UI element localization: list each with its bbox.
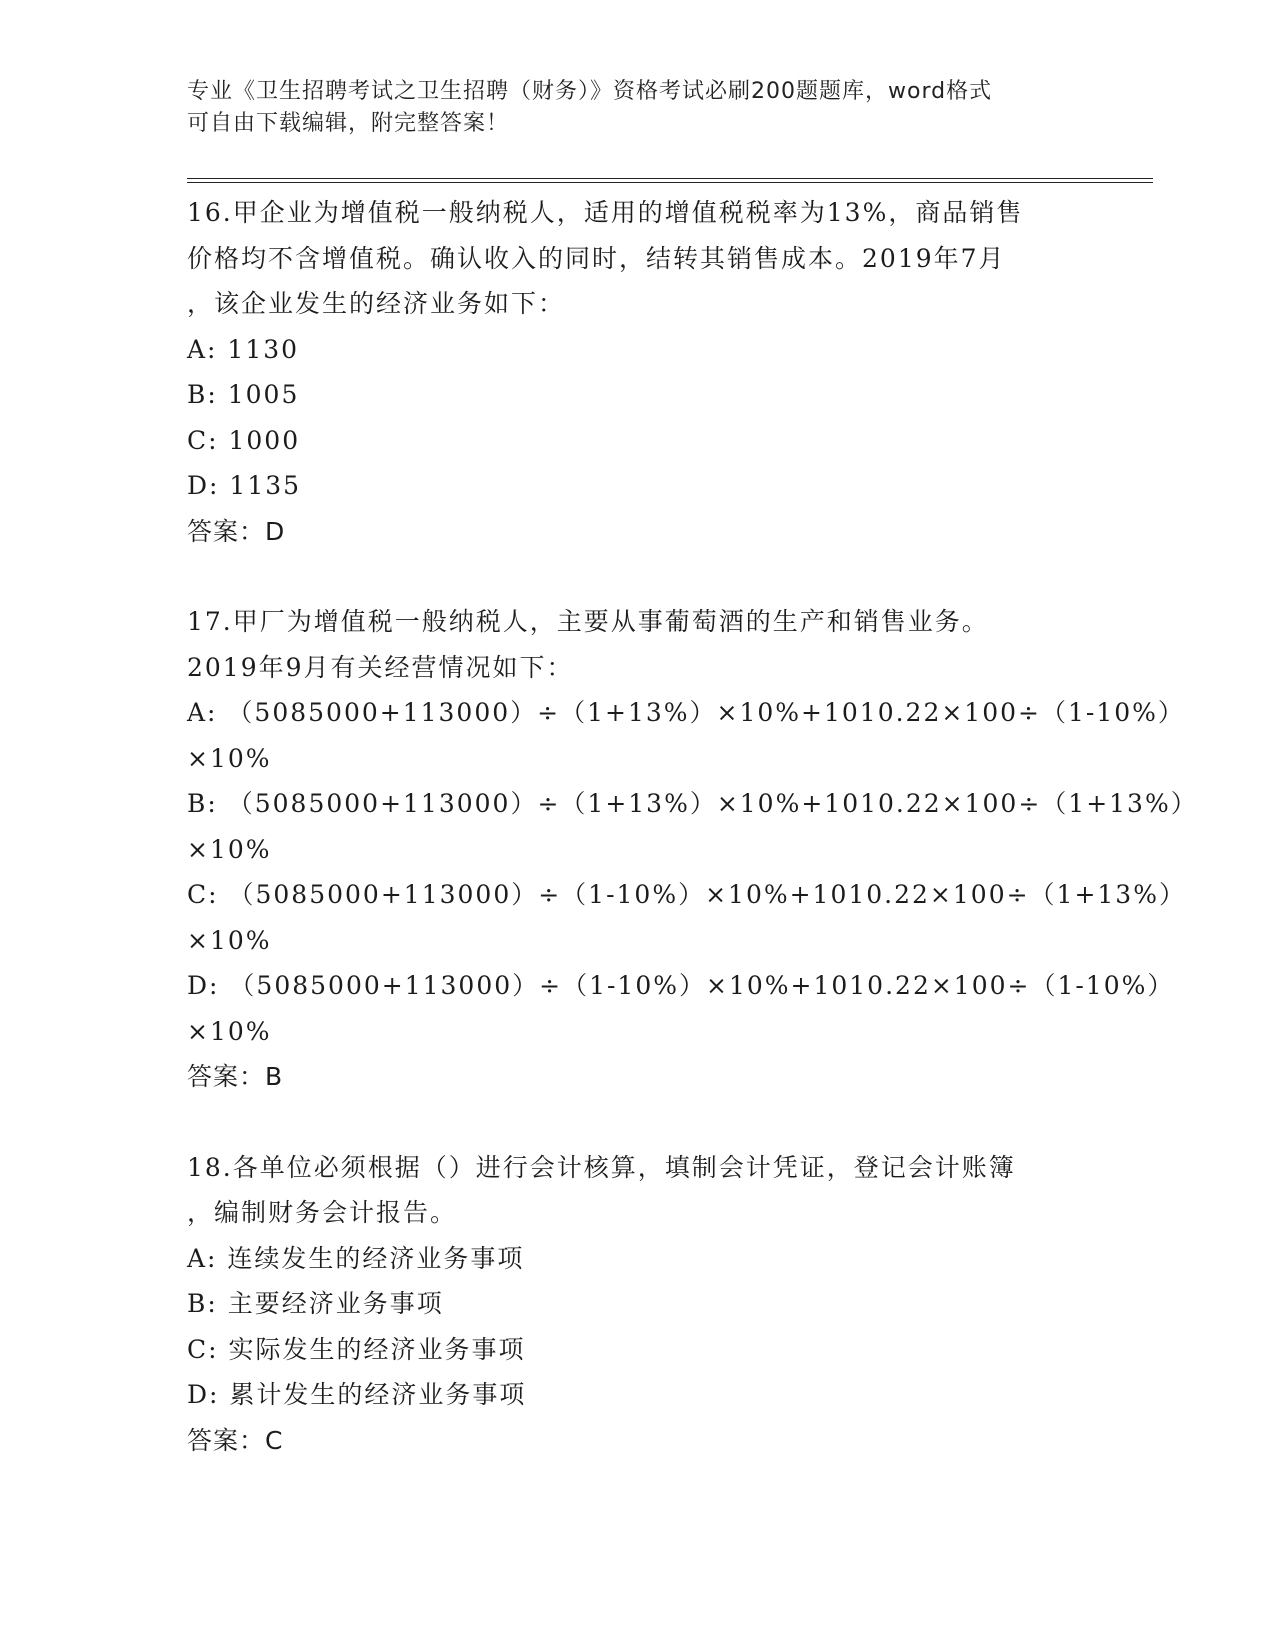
option-b-continued: ×10% xyxy=(187,834,272,864)
option-a: A: 1130 xyxy=(187,334,300,364)
option-b: B: 主要经济业务事项 xyxy=(187,1289,444,1318)
header-line-1: 专业《卫生招聘考试之卫生招聘（财务）》资格考试必刷200题题库，word格式 xyxy=(187,79,993,104)
question-stem-line: 16.甲企业为增值税一般纳税人，适用的增值税税率为13%，商品销售 xyxy=(187,198,1024,227)
option-c-continued: ×10% xyxy=(187,925,272,955)
header-divider-bottom xyxy=(187,182,1153,183)
option-c: C: （5085000+113000）÷（1-10%）×10%+1010.22×100÷（1+13%） xyxy=(187,880,1186,909)
question-spacer xyxy=(187,554,1087,599)
answer-text: 答案：C xyxy=(187,1425,284,1455)
option-a: A: 连续发生的经济业务事项 xyxy=(187,1243,525,1273)
option-d: D: （5085000+113000）÷（1-10%）×10%+1010.22×100÷（1-10%） xyxy=(187,971,1175,1000)
question-16 xyxy=(187,190,1087,554)
question-stem-line: 17.甲厂为增值税一般纳税人，主要从事葡萄酒的生产和销售业务。 xyxy=(187,607,989,636)
option-d: D: 1135 xyxy=(187,471,302,500)
option-c: C: 1000 xyxy=(187,425,301,455)
question-stem-line: ，该企业发生的经济业务如下： xyxy=(187,289,566,318)
option-b: B: （5085000+113000）÷（1+13%）×10%+1010.22×100÷（1+13%） xyxy=(187,789,1198,818)
option-c: C: 实际发生的经济业务事项 xyxy=(187,1334,526,1364)
question-stem-line: ，编制财务会计报告。 xyxy=(187,1198,458,1227)
question-list xyxy=(187,190,1198,1463)
option-d-continued: ×10% xyxy=(187,1016,272,1046)
option-a: A: （5085000+113000）÷（1+13%）×10%+1010.22×100÷（1-10%） xyxy=(187,698,1185,727)
question-stem-line: 价格均不含增值税。确认收入的同时，结转其销售成本。2019年7月 xyxy=(187,243,1006,273)
header-line-2: 可自由下载编辑，附完整答案！ xyxy=(187,111,510,136)
answer-text: 答案：B xyxy=(187,1062,284,1091)
answer-text: 答案：D xyxy=(187,516,286,546)
question-17 xyxy=(187,599,1198,1100)
question-stem-line: 18.各单位必须根据（）进行会计核算，填制会计凭证，登记会计账簿 xyxy=(187,1152,1016,1182)
question-stem-line: 2019年9月有关经营情况如下： xyxy=(187,652,574,682)
document-header xyxy=(187,76,1067,140)
question-18 xyxy=(187,1145,1087,1464)
header-divider-top xyxy=(187,178,1153,179)
option-a-continued: ×10% xyxy=(187,743,272,773)
option-d: D: 累计发生的经济业务事项 xyxy=(187,1380,527,1409)
option-b: B: 1005 xyxy=(187,380,300,409)
question-spacer xyxy=(187,1100,1087,1145)
